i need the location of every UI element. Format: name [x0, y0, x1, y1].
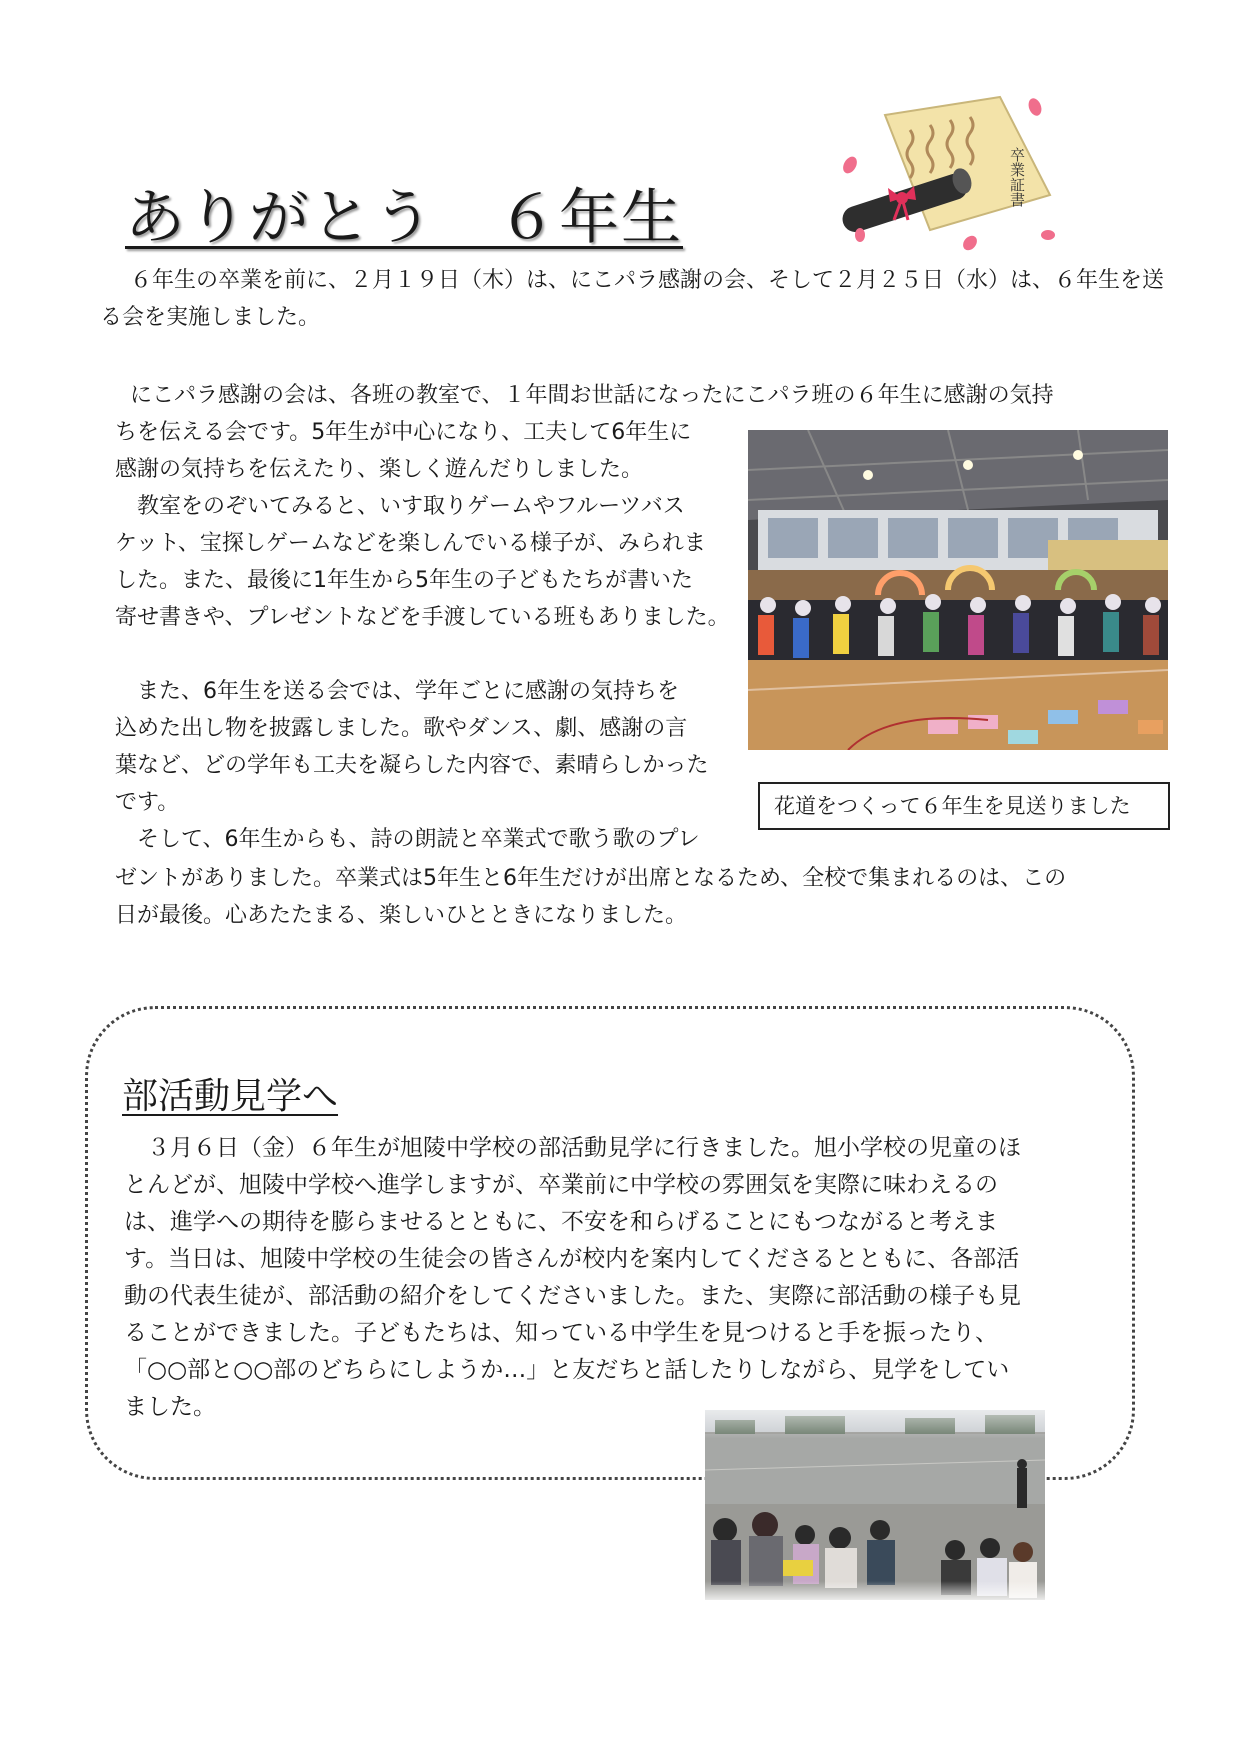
thanks-line: 葉など、どの学年も工夫を凝らした内容で、素晴らしかった — [115, 753, 709, 778]
thanks-line: ケット、宝探しゲームなどを楽しんでいる様子が、みられま — [115, 531, 706, 556]
thanks-tail-line: ゼントがありました。卒業式は5年生と6年生だけが出席となるため、全校で集まれるのは、この — [115, 866, 1067, 891]
thanks-line: 込めた出し物を披露しました。歌やダンス、劇、感謝の言 — [115, 716, 688, 741]
club-line: ることができました。子どもたちは、知っている中学生を見つけると手を振ったり、 — [124, 1320, 998, 1346]
thanks-line: また、6年生を送る会では、学年ごとに感謝の気持ちを — [115, 679, 679, 704]
club-line: 動の代表生徒が、部活動の紹介をしてくださいました。また、実際に部活動の様子も見 — [124, 1283, 1021, 1309]
thanks-first-line: にこパラ感謝の会は、各班の教室で、１年間お世話になったにこパラ班の６年生に感謝の気持 — [130, 383, 1054, 408]
thanks-line: です。 — [115, 790, 180, 815]
page-title: ありがとう ６年生 — [125, 183, 683, 253]
photo-caption: 花道をつくって６年生を見送りました — [758, 782, 1170, 830]
thanks-line: した。また、最後に1年生から5年生の子どもたちが書いた — [115, 568, 693, 593]
club-line: は、進学への期待を膨らませるとともに、不安を和らげることにもつながると考えま — [124, 1209, 998, 1235]
thanks-line: 感謝の気持ちを伝えたり、楽しく遊んだりしました。 — [115, 457, 644, 482]
club-line: ３月６日（金）６年生が旭陵中学校の部活動見学に行きました。旭小学校の児童のほ — [124, 1135, 1021, 1161]
thanks-tail — [115, 860, 1165, 934]
club-visit-paragraph — [124, 1130, 1124, 1426]
intro-paragraph — [100, 262, 1165, 336]
club-visit-title: 部活動見学へ — [122, 1076, 339, 1117]
club-line: とんどが、旭陵中学校へ進学しますが、卒業前に中学校の雰囲気を実際に味わえるの — [124, 1172, 998, 1198]
club-line: ました。 — [124, 1394, 216, 1420]
club-line: す。当日は、旭陵中学校の生徒会の皆さんが校内を案内してくださるとともに、各部活 — [124, 1246, 1020, 1272]
thanks-line: 教室をのぞいてみると、いす取りゲームやフルーツバス — [115, 494, 685, 519]
thanks-line — [115, 636, 725, 673]
diploma-label: 卒業証書 — [1008, 147, 1026, 207]
thanks-line: ちを伝える会です。5年生が中心になり、工夫して6年生に — [115, 420, 692, 445]
thanks-column — [115, 414, 730, 858]
club-line: 「○○部と○○部のどちらにしようか…」と友だちと話したりしながら、見学をしてい — [124, 1357, 1010, 1383]
field-club-visit-photo — [705, 1410, 1045, 1600]
diploma-illustration — [830, 95, 1060, 255]
gym-farewell-photo — [748, 430, 1168, 750]
thanks-line: そして、6年生からも、詩の朗読と卒業式で歌う歌のプレ — [115, 827, 700, 852]
intro-line-1: ６年生の卒業を前に、２月１９日（木）は、にこパラ感謝の会、そして２月２５日（水）は、６年生を送 — [130, 268, 1165, 293]
intro-line-2: る会を実施しました。 — [100, 305, 321, 330]
thanks-line: 寄せ書きや、プレゼントなどを手渡している班もありました。 — [115, 605, 730, 630]
thanks-tail-line: 日が最後。心あたたまる、楽しいひとときになりました。 — [115, 903, 688, 928]
